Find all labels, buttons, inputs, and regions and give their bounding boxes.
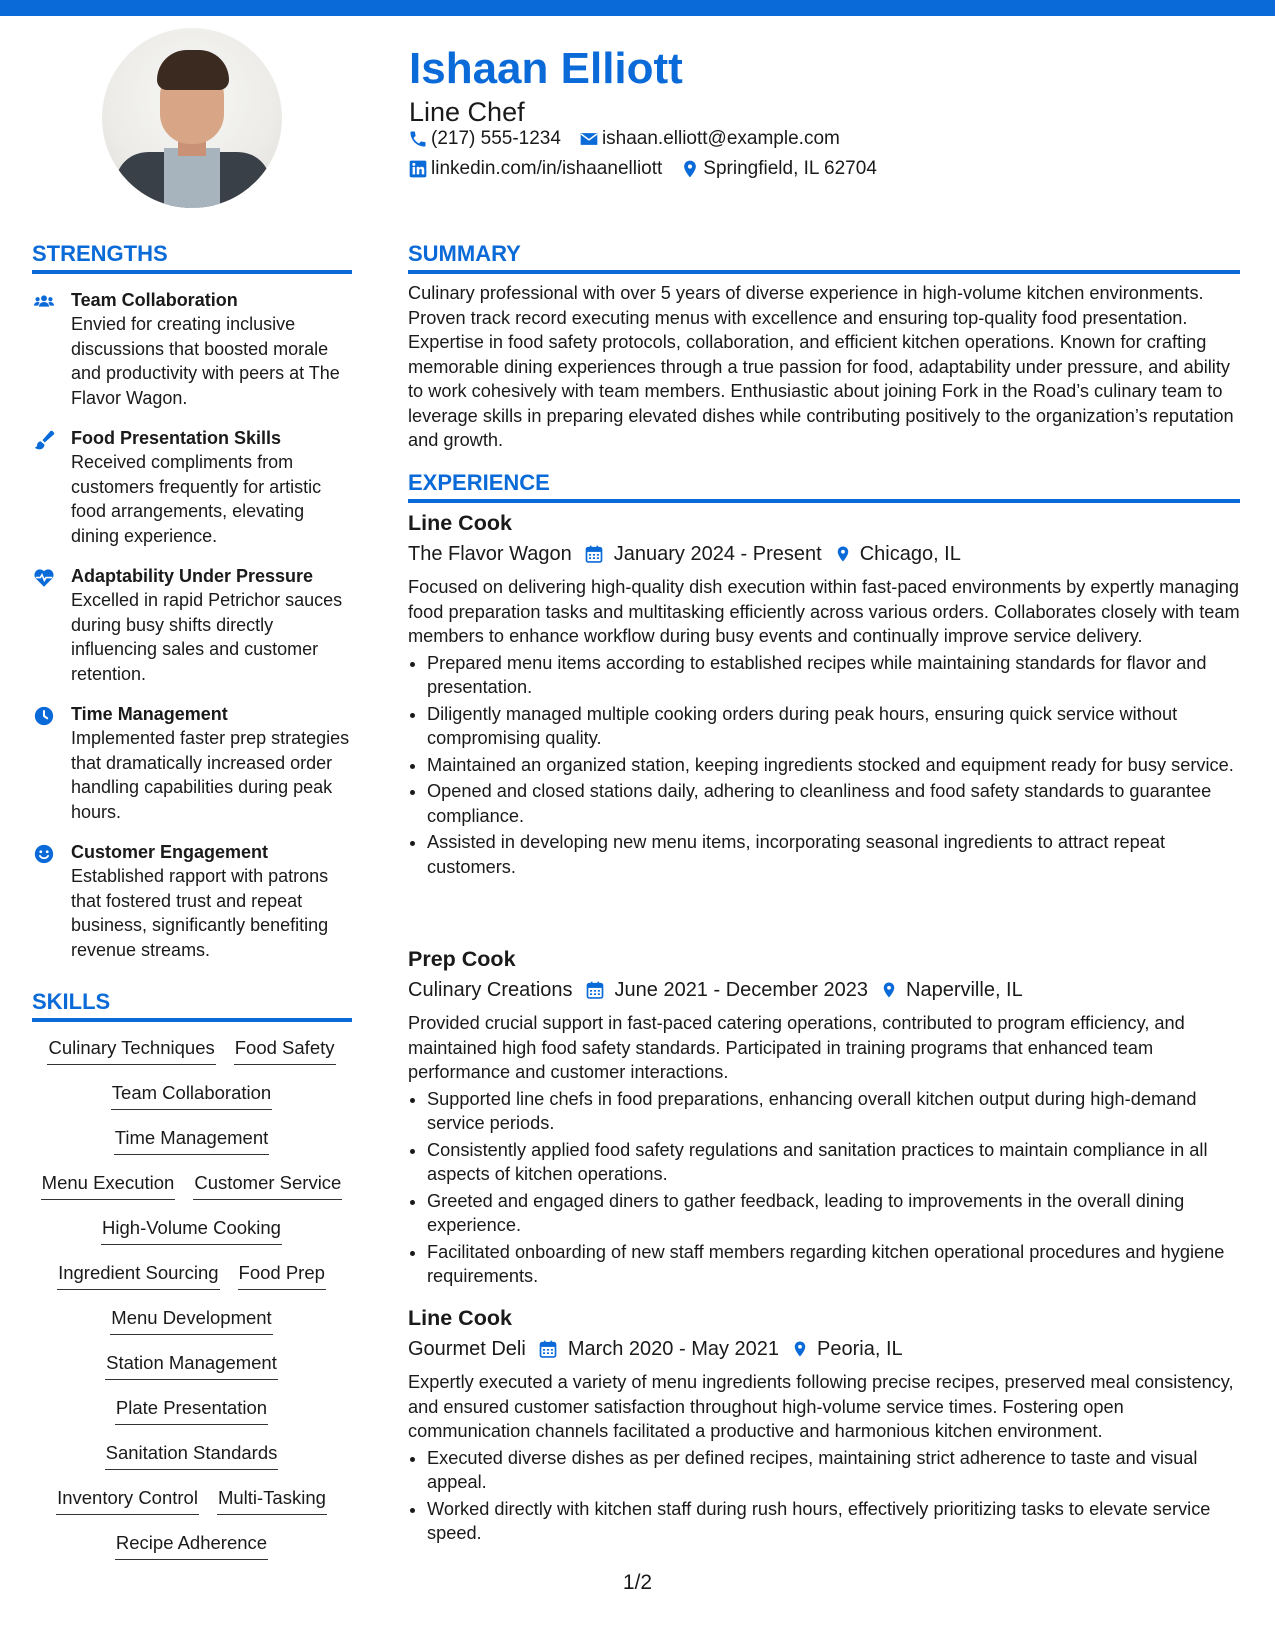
map-pin-icon (791, 1339, 809, 1359)
map-pin-icon (880, 980, 898, 1000)
job-location: Chicago, IL (859, 543, 961, 565)
summary-text: Culinary professional with over 5 years of diverse experience in high-volume kitchen environments. Proven track record executing menus with excellence and ensuring top-quality food presentation. Expertise in food safety protocols, collaboration, and efficient kitchen operations. Known for crafting memorable dining experiences through a true passion for food, adaptability under pressure, and ability to work cohesively with team members. Enthusiastic about joining Fork in the Road’s culinary team to leverage skills in preparing elevated dishes while contributing positively to the organization’s reputation and growth. (408, 283, 1234, 450)
strength-desc: Excelled in rapid Petrichor sauces during busy shifts directly influencing sales and customer retention. (71, 590, 343, 684)
experience-heading: EXPERIENCE (408, 469, 1240, 503)
skill-tag: High-Volume Cooking (101, 1215, 282, 1245)
skill-tag: Culinary Techniques (47, 1035, 215, 1065)
contact-row-1 (408, 127, 858, 151)
map-pin-icon (834, 544, 852, 564)
phone-text: (217) 555-1234 (431, 128, 561, 149)
strengths-heading: STRENGTHS (32, 240, 352, 274)
skill-tag: Food Safety (234, 1035, 336, 1065)
job-role: Prep Cook (408, 947, 516, 971)
skill-tag: Multi-Tasking (217, 1485, 327, 1515)
job-bullets (408, 651, 1240, 880)
job-meta (408, 1335, 1240, 1363)
job-description: Expertly executed a variety of menu ingredients following precise recipes, preserved meal consistency, and ensured customer satisfaction throughout high-volume service times. Fostering open communication channels facilitated a productive and harmonious kitchen environment. (408, 1372, 1234, 1441)
envelope-icon (579, 129, 599, 149)
job-bullet: • Worked directly with kitchen staff during rush hours, effectively prioritizing tasks to elevate service speed. (427, 1497, 1240, 1546)
linkedin-text: linkedin.com/in/ishaanelliott (431, 158, 663, 179)
job-description: Provided crucial support in fast-paced catering operations, contributed to program efficiency, and maintained high food safety standards. Participated in training programs that enhanced team performance and customer interactions. (408, 1013, 1185, 1082)
phone-icon (408, 129, 428, 149)
skill-tag: Menu Execution (41, 1170, 176, 1200)
job-company: Culinary Creations (408, 979, 573, 1001)
job-role: Line Cook (408, 511, 512, 535)
job-company: Gourmet Deli (408, 1338, 526, 1360)
skills-heading: SKILLS (32, 988, 352, 1022)
strength-desc: Received compliments from customers frequently for artistic food arrangements, elevating dining experience. (71, 452, 322, 546)
skill-tag: Menu Development (110, 1305, 272, 1335)
job-bullets (408, 1446, 1240, 1546)
job-bullet: • Maintained an organized station, keeping ingredients stocked and equipment ready for busy service. (427, 753, 1240, 778)
job-bullet: • Executed diverse dishes as per defined recipes, maintaining strict adherence to taste and visual appeal. (427, 1446, 1240, 1495)
job-bullet: • Supported line chefs in food preparations, enhancing overall kitchen output during high-demand service periods. (427, 1087, 1240, 1136)
strength-item (33, 288, 353, 410)
calendar-icon (584, 544, 604, 564)
job-entry (408, 509, 1240, 881)
job-bullet: • Prepared menu items according to established recipes while maintaining standards for flavor and presentation. (427, 651, 1240, 700)
skills-list (30, 1035, 353, 1575)
page-number: 1/2 (622, 1571, 653, 1594)
job-role: Line Cook (408, 1306, 512, 1330)
strength-title: Time Management (71, 704, 228, 724)
skill-tag: Ingredient Sourcing (57, 1260, 219, 1290)
skill-tag: Station Management (105, 1350, 278, 1380)
map-pin-icon (680, 159, 700, 179)
strength-desc: Envied for creating inclusive discussions that boosted morale and productivity with peers at The Flavor Wagon. (71, 314, 340, 408)
location-item (680, 157, 877, 181)
job-meta (408, 540, 1240, 568)
summary-heading: SUMMARY (408, 240, 1240, 274)
job-dates: March 2020 - May 2021 (567, 1338, 780, 1360)
job-location: Peoria, IL (817, 1338, 903, 1360)
job-dates: January 2024 - Present (613, 543, 822, 565)
skill-tag: Plate Presentation (115, 1395, 268, 1425)
job-company: The Flavor Wagon (408, 543, 572, 565)
job-bullet: • Opened and closed stations daily, adhering to cleanliness and food safety standards to guarantee compliance. (427, 779, 1240, 828)
phone-item (408, 127, 561, 151)
heart-pulse-icon (33, 567, 55, 589)
calendar-icon (538, 1339, 558, 1359)
email-text: ishaan.elliott@example.com (601, 128, 840, 149)
job-bullet: • Assisted in developing new menu items, incorporating seasonal ingredients to attract repeat customers. (427, 830, 1240, 879)
profile-photo (102, 28, 282, 208)
candidate-name: Ishaan Elliott (409, 44, 683, 93)
job-meta (408, 976, 1240, 1004)
skill-tag: Sanitation Standards (105, 1440, 279, 1470)
skill-tag: Food Prep (238, 1260, 326, 1290)
clock-icon (33, 705, 55, 727)
job-entry (408, 1304, 1240, 1548)
job-bullets (408, 1087, 1240, 1289)
skill-tag: Inventory Control (56, 1485, 199, 1515)
strength-item (33, 840, 353, 962)
users-icon (33, 291, 55, 313)
job-entry (408, 945, 1240, 1291)
job-bullet: • Diligently managed multiple cooking orders during peak hours, ensuring quick service without compromising quality. (427, 702, 1240, 751)
linkedin-icon (408, 159, 428, 179)
contact-row-2 (408, 157, 895, 181)
job-bullet: • Greeted and engaged diners to gather feedback, leading to improvements in the overall dining experience. (427, 1189, 1240, 1238)
strength-desc: Implemented faster prep strategies that dramatically increased order handling capabilities during peak hours. (71, 728, 350, 822)
skill-tag: Customer Service (193, 1170, 342, 1200)
email-item (579, 127, 840, 151)
job-description: Focused on delivering high-quality dish execution within fast-paced environments by expertly managing food preparation tasks and multitasking efficiently across various orders. Collaborates closely with team members to enhance workflow during busy events and continually improve service delivery. (408, 577, 1240, 646)
smile-icon (33, 843, 55, 865)
skill-tag: Time Management (114, 1125, 270, 1155)
linkedin-item (408, 157, 662, 181)
job-bullet: • Consistently applied food safety regulations and sanitation practices to maintain compliance in all aspects of kitchen operations. (427, 1138, 1240, 1187)
job-bullet: • Facilitated onboarding of new staff members regarding kitchen operational procedures and hygiene requirements. (427, 1240, 1240, 1289)
skill-tag: Recipe Adherence (115, 1530, 268, 1560)
location-text: Springfield, IL 62704 (703, 158, 877, 179)
strength-item (33, 426, 353, 548)
strength-desc: Established rapport with patrons that fostered trust and repeat business, significantly benefiting revenue streams. (71, 866, 329, 960)
strength-title: Team Collaboration (71, 290, 238, 310)
strength-item (33, 702, 353, 824)
calendar-icon (585, 980, 605, 1000)
job-dates: June 2021 - December 2023 (614, 979, 869, 1001)
strength-title: Customer Engagement (71, 842, 269, 862)
candidate-title: Line Chef (409, 97, 525, 127)
paintbrush-icon (33, 429, 55, 451)
strength-title: Adaptability Under Pressure (71, 566, 314, 586)
top-accent-bar (0, 0, 1275, 16)
skill-tag: Team Collaboration (111, 1080, 272, 1110)
strength-item (33, 564, 353, 686)
job-location: Naperville, IL (906, 979, 1023, 1001)
strength-title: Food Presentation Skills (71, 428, 282, 448)
